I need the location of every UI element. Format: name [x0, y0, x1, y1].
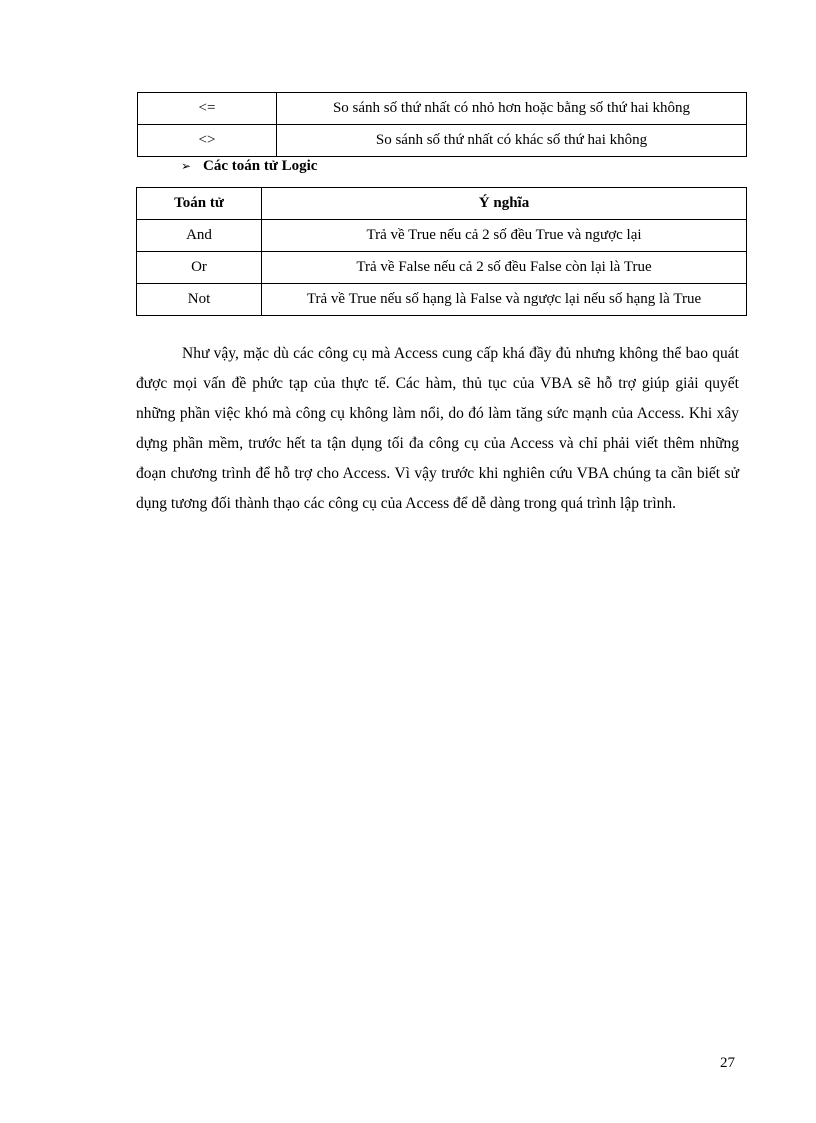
table-row	[137, 284, 747, 316]
column-header-operator: Toán tử	[137, 188, 262, 220]
table-row	[138, 93, 747, 125]
operator-cell: Not	[137, 284, 262, 316]
meaning-cell: Trả về False nếu cả 2 số đều False còn lại là True	[262, 252, 747, 284]
operator-cell: <>	[138, 125, 277, 157]
page-number: 27	[720, 1055, 735, 1071]
table-row	[137, 252, 747, 284]
operator-cell: Or	[137, 252, 262, 284]
operator-cell: And	[137, 220, 262, 252]
meaning-cell: So sánh số thứ nhất có khác số thứ hai không	[277, 125, 747, 157]
arrow-bullet-icon: ➢	[181, 159, 192, 173]
table-row	[138, 125, 747, 157]
table-header-row	[137, 188, 747, 220]
meaning-cell: So sánh số thứ nhất có nhỏ hơn hoặc bằng số thứ hai không	[277, 93, 747, 125]
body-paragraph: Như vậy, mặc dù các công cụ mà Access cung cấp khá đầy đủ nhưng không thể bao quát được mọi vấn đề phức tạp của thực tế. Các hàm, thủ tục của VBA sẽ hỗ trợ giúp giải quyết những phần việc khó mà công cụ không làm nổi, do đó làm tăng sức mạnh của Access. Khi xây dựng phần mềm, trước hết ta tận dụng tối đa công cụ của Access và chỉ phải viết thêm những đoạn chương trình để hỗ trợ cho Access. Vì vậy trước khi nghiên cứu VBA chúng ta cần biết sử dụng tương đối thành thạo các công cụ của Access để dễ dàng trong quá trình lập trình.	[136, 345, 739, 512]
section-heading-text: Các toán tử Logic	[203, 158, 318, 174]
meaning-cell: Trả về True nếu số hạng là False và ngược lại nếu số hạng là True	[262, 284, 747, 316]
comparison-operators-table	[137, 92, 747, 157]
meaning-cell: Trả về True nếu cả 2 số đều True và ngược lại	[262, 220, 747, 252]
logic-operators-table	[136, 187, 747, 316]
section-heading	[181, 158, 317, 175]
operator-cell: <=	[138, 93, 277, 125]
table-row	[137, 220, 747, 252]
column-header-meaning: Ý nghĩa	[262, 188, 747, 220]
